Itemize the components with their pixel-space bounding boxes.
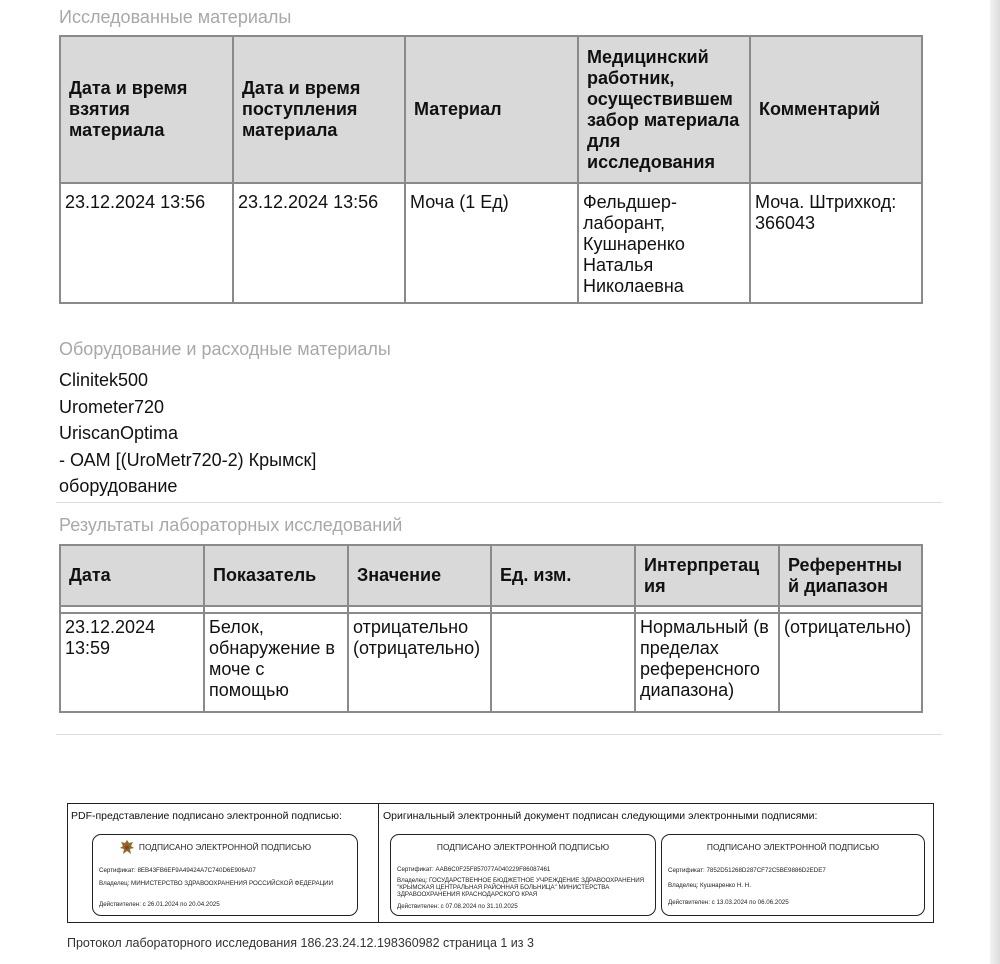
cell-unit xyxy=(491,613,635,712)
materials-col-taken: Дата и время взятия материала xyxy=(60,36,233,183)
results-table xyxy=(59,544,923,713)
equipment-section-title: Оборудование и расходные материалы xyxy=(59,339,391,359)
table-row xyxy=(60,613,922,712)
results-col-value: Значение xyxy=(348,545,491,606)
results-col-date: Дата xyxy=(60,545,204,606)
results-header-row xyxy=(60,545,922,606)
stamp-owner: Владелец: Кушнаренко Н. Н. xyxy=(668,882,751,889)
cell-received: 23.12.2024 13:56 xyxy=(233,183,405,303)
materials-col-worker: Медицинский работник, осуществившем забор материала для исследования xyxy=(578,36,750,183)
cell-date: 23.12.2024 13:59 xyxy=(60,613,204,712)
stamp-title: ПОДПИСАНО ЭЛЕКТРОННОЙ ПОДПИСЬЮ xyxy=(436,842,610,852)
stamp-certificate: Сертификат: 7852D51268D287CF72C5BE9886D2EDE7 xyxy=(668,867,826,874)
materials-header-row xyxy=(60,36,922,183)
page-footer: Протокол лабораторного исследования 186.23.24.12.198360982 страница 1 из 3 xyxy=(67,936,534,950)
results-col-indicator: Показатель xyxy=(204,545,348,606)
signature-stamp xyxy=(92,834,358,916)
stamp-valid: Действителен: с 26.01.2024 по 20.04.2025 xyxy=(99,901,220,908)
stamp-certificate: Сертификат: 8EB43FB6EF9A49424A7C740D6E906A07 xyxy=(99,867,256,874)
spacer-row xyxy=(60,606,922,613)
cell-reference: (отрицательно) xyxy=(779,613,922,712)
signature-stamp xyxy=(661,834,925,916)
cell-taken: 23.12.2024 13:56 xyxy=(60,183,233,303)
equipment-list xyxy=(59,367,316,500)
list-item: UriscanOptima xyxy=(59,423,179,444)
pdf-signature-label: PDF-представление подписано электронной подписью: xyxy=(71,810,342,822)
original-signature-label: Оригинальный электронный документ подписан следующими электронными подписями: xyxy=(383,810,818,822)
cell-worker: Фельдшер-лаборант, Кушнаренко Наталья Николаевна xyxy=(578,183,750,303)
spacer-cell xyxy=(348,606,491,613)
list-item: Urometer720 xyxy=(59,396,165,417)
materials-table xyxy=(59,35,923,304)
results-section-title: Результаты лабораторных исследований xyxy=(59,515,403,535)
stamp-valid: Действителен: с 13.03.2024 по 06.06.2025 xyxy=(668,899,789,906)
page-edge xyxy=(990,0,1000,964)
materials-col-comment: Комментарий xyxy=(750,36,922,183)
results-col-interpretation: Интерпретация xyxy=(635,545,779,606)
list-item: оборудование xyxy=(59,476,178,497)
results-col-reference: Референтный диапазон xyxy=(779,545,922,606)
list-item: Clinitek500 xyxy=(59,370,149,390)
divider xyxy=(56,734,942,735)
materials-col-received: Дата и время поступления материала xyxy=(233,36,405,183)
signature-divider xyxy=(378,804,379,922)
cell-material: Моча (1 Ед) xyxy=(405,183,578,303)
stamp-title: ПОДПИСАНО ЭЛЕКТРОННОЙ ПОДПИСЬЮ xyxy=(706,842,880,852)
stamp-owner: Владелец: МИНИСТЕРСТВО ЗДРАВООХРАНЕНИЯ РОССИЙСКОЙ ФЕДЕРАЦИИ xyxy=(99,880,334,887)
materials-col-material: Материал xyxy=(405,36,578,183)
materials-section-title: Исследованные материалы xyxy=(59,7,292,27)
cell-value: отрицательно (отрицательно) xyxy=(348,613,491,712)
spacer-cell xyxy=(204,606,348,613)
stamp-certificate: Сертификат: AAB6C0F25F857077A040229F86087461 xyxy=(397,866,551,873)
signature-block xyxy=(67,803,934,923)
results-col-unit: Ед. изм. xyxy=(491,545,635,606)
spacer-cell xyxy=(779,606,922,613)
list-item: - ОАМ [(UroMetr720-2) Крымск] xyxy=(59,449,317,470)
spacer-cell xyxy=(635,606,779,613)
stamp-valid: Действителен: с 07.08.2024 по 31.10.2025 xyxy=(397,903,518,910)
divider xyxy=(56,502,942,503)
stamp-owner: Владелец: ГОСУДАРСТВЕННОЕ БЮДЖЕТНОЕ УЧРЕЖДЕНИЕ ЗДРАВООХРАНЕНИЯ "КРЫМСКАЯ ЦЕНТРАЛЬНАЯ РАЙОННАЯ БОЛЬНИЦА" МИНИСТЕРСТВА ЗДРАВООХРАНЕНИЯ КРАСНОДАРСКОГО КРАЯ xyxy=(397,877,645,899)
cell-comment: Моча. Штрихкод: 366043 xyxy=(750,183,922,303)
signature-stamp xyxy=(390,834,656,916)
spacer-cell xyxy=(60,606,204,613)
cell-interpretation: Нормальный (в пределах референсного диапазона) xyxy=(635,613,779,712)
stamp-title: ПОДПИСАНО ЭЛЕКТРОННОЙ ПОДПИСЬЮ xyxy=(138,842,312,852)
table-row xyxy=(60,183,922,303)
cell-indicator: Белок, обнаружение в моче с помощью xyxy=(204,613,348,712)
spacer-cell xyxy=(491,606,635,613)
